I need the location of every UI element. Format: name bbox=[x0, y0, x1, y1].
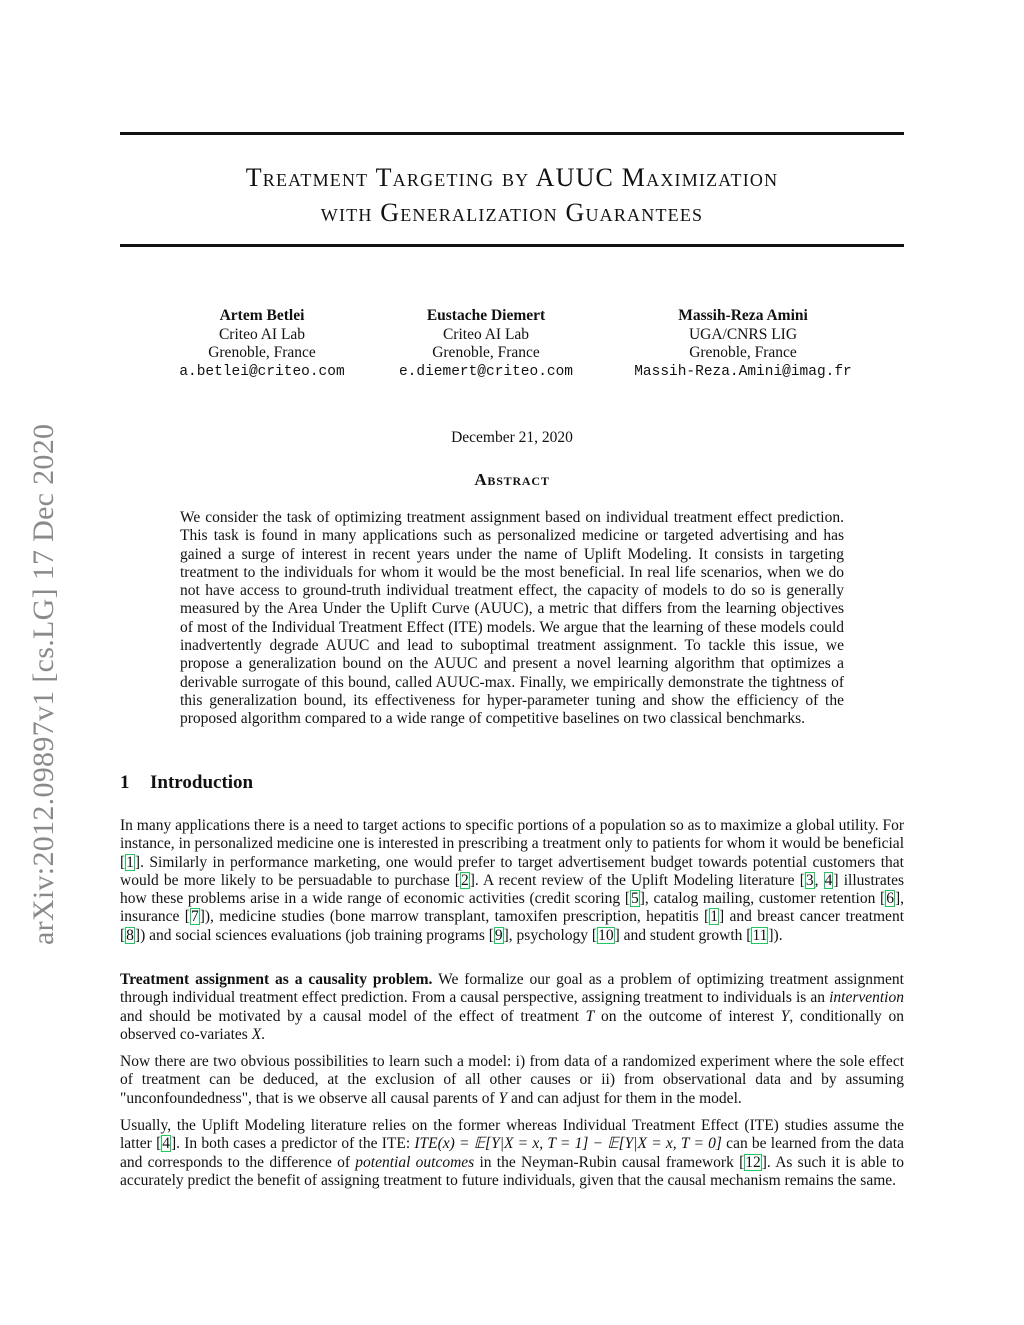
text-run: ] and breast cancer treatment [ bbox=[120, 908, 904, 944]
author-name: Artem Betlei bbox=[219, 307, 305, 324]
text-run: , bbox=[814, 871, 824, 889]
paper-title bbox=[120, 160, 904, 230]
text-run: ]. As such it is able to accurately predict the benefit of assigning treatment to future individuals, given that the causal mechanism remains the same. bbox=[120, 1153, 904, 1189]
title-bottom-rule bbox=[120, 244, 904, 247]
intro-paragraph-2 bbox=[120, 971, 904, 1044]
section-number: 1 bbox=[120, 772, 130, 793]
abstract-text: We consider the task of optimizing treatment assignment based on individual treatment effect prediction. This task is found in many applications such as personalized medicine or targeted advertising and has gained a surge of interest in recent years under the name of Uplift Modeling. It consists in targeting treatment to the individuals for whom it would be the most beneficial. In real life scenarios, when we do not have access to ground-truth individual treatment effect, the capacity of models to do so is generally measured by the Area Under the Uplift Curve (AUUC), a metric that differs from the learning objectives of most of the Individual Treatment Effect (ITE) models. We argue that the learning of these models could inadvertently degrade AUUC and lead to suboptimal treatment assignment. To tackle this issue, we propose a generalization bound on the AUUC and present a novel learning algorithm that optimizes a derivable surrogate of this bound, called AUUC-max. Finally, we empirically demonstrate the tightness of this generalization bound, its effectiveness for hyper-parameter tuning and show the efficiency of the proposed algorithm compared to a wide range of competitive baselines on two classical benchmarks. bbox=[180, 509, 844, 728]
author-location: Grenoble, France bbox=[689, 344, 797, 361]
math-symbol: Y bbox=[780, 1007, 790, 1025]
citation-link[interactable]: 5 bbox=[631, 890, 639, 908]
text-run: In many applications there is a need to target actions to specific portions of a population so as to maximize a global utility. For instance, in personalized medicine one is interested in prescribing a treatment only to patients for whom it would be beneficial [ bbox=[120, 817, 904, 871]
section-heading bbox=[120, 772, 253, 794]
text-run: and should be motivated by a causal model of the effect of treatment bbox=[120, 1007, 586, 1025]
author-affiliation: UGA/CNRS LIG bbox=[688, 325, 798, 343]
emphasis: intervention bbox=[829, 989, 904, 1007]
section-title: Introduction bbox=[150, 772, 254, 793]
citation-link[interactable]: 6 bbox=[886, 890, 894, 908]
title-top-rule bbox=[120, 132, 904, 135]
text-run: Now there are two obvious possibilities to learn such a model: i) from data of a randomized experiment where the sole effect of treatment can be deduced, at the exclusion of all other causes or ii) from observational data and by assuming "unconfoundedness", that is we observe all causal parents of bbox=[120, 1053, 904, 1107]
citation-link[interactable]: 4 bbox=[162, 1135, 170, 1153]
author-email[interactable]: a.betlei@criteo.com bbox=[179, 363, 345, 380]
text-run: ]. Similarly in performance marketing, one would prefer to target advertisement budget towards potential customers that would be more likely to be persuadable to purchase [ bbox=[120, 853, 904, 889]
text-run: , conditionally on observed co-variates bbox=[120, 1007, 904, 1043]
text-run: ]. A recent review of the Uplift Modeling literature [ bbox=[469, 871, 805, 889]
author-location: Grenoble, France bbox=[208, 344, 316, 361]
citation-link[interactable]: 10 bbox=[598, 926, 614, 944]
citation-link[interactable]: 4 bbox=[824, 871, 833, 889]
text-run: ] illustrates how these problems arise in a wide range of economic activities (credit scoring [ bbox=[120, 871, 905, 908]
intro-paragraph-4 bbox=[120, 1117, 904, 1190]
author-affiliation: Criteo AI Lab bbox=[442, 325, 530, 343]
text-run: Usually, the Uplift Modeling literature relies on the former whereas Individual Treatment Effect (ITE) studies assume the latter [ bbox=[120, 1117, 904, 1153]
citation-link[interactable]: 12 bbox=[745, 1153, 761, 1171]
text-run: ]), medicine studies (bone marrow transplant, tamoxifen prescription, hepatitis [ bbox=[199, 908, 710, 926]
text-run: in the Neyman-Rubin causal framework [ bbox=[474, 1153, 745, 1171]
math-symbol: Y bbox=[498, 1089, 508, 1107]
title-line-2: with Generalization Guarantees bbox=[320, 198, 704, 227]
text-run: on the outcome of interest bbox=[594, 1007, 781, 1025]
intro-paragraph-3 bbox=[120, 1053, 904, 1108]
author-card bbox=[356, 307, 616, 381]
citation-link[interactable]: 7 bbox=[190, 908, 199, 926]
title-line-1: Treatment Targeting by AUUC Maximization bbox=[245, 163, 779, 192]
abstract-heading: Abstract bbox=[474, 470, 550, 489]
text-run: ], psychology [ bbox=[503, 926, 598, 944]
author-email[interactable]: e.diemert@criteo.com bbox=[398, 363, 574, 380]
text-run: can be learned from the data and corresponds to the difference of bbox=[120, 1135, 904, 1171]
intro-paragraph-1 bbox=[120, 817, 904, 945]
text-run: We formalize our goal as a problem of optimizing treatment assignment through individual treatment effect prediction. From a causal perspective, assigning treatment to individuals is an bbox=[120, 971, 904, 1007]
arxiv-side-stamp: arXiv:2012.09897v1 [cs.LG] 17 Dec 2020 bbox=[27, 423, 60, 945]
citation-link[interactable]: 1 bbox=[710, 908, 718, 926]
math-symbol: X bbox=[251, 1025, 262, 1043]
author-name: Massih-Reza Amini bbox=[678, 307, 808, 324]
math-equation: ITE(x) = 𝔼[Y|X = x, T = 1] − 𝔼[Y|X = x, T = 0] bbox=[414, 1135, 722, 1153]
citation-link[interactable]: 2 bbox=[460, 871, 469, 889]
paragraph-lead: Treatment assignment as a causality problem. bbox=[120, 971, 433, 988]
math-symbol: T bbox=[585, 1007, 595, 1025]
paper-date: December 21, 2020 bbox=[451, 429, 573, 446]
author-location: Grenoble, France bbox=[432, 344, 540, 361]
author-card bbox=[132, 307, 392, 381]
text-run: ]). bbox=[768, 926, 783, 944]
emphasis: potential outcomes bbox=[355, 1153, 475, 1171]
citation-link[interactable]: 1 bbox=[126, 853, 134, 871]
citation-link[interactable]: 11 bbox=[752, 926, 768, 944]
text-run: ], catalog mailing, customer retention [ bbox=[639, 890, 886, 908]
author-name: Eustache Diemert bbox=[426, 307, 546, 324]
author-card bbox=[613, 307, 873, 381]
text-run: and can adjust for them in the model. bbox=[507, 1089, 742, 1107]
author-affiliation: Criteo AI Lab bbox=[218, 325, 306, 343]
citation-link[interactable]: 3 bbox=[805, 871, 814, 889]
citation-link[interactable]: 8 bbox=[126, 926, 134, 944]
citation-link[interactable]: 9 bbox=[494, 926, 503, 944]
text-run: ] and student growth [ bbox=[614, 926, 752, 944]
author-email[interactable]: Massih-Reza.Amini@imag.fr bbox=[634, 363, 852, 380]
text-run: . bbox=[261, 1025, 266, 1043]
text-run: ], insurance [ bbox=[120, 890, 904, 926]
text-run: ]) and social sciences evaluations (job training programs [ bbox=[134, 926, 494, 944]
text-run: ]. In both cases a predictor of the ITE: bbox=[170, 1135, 415, 1153]
